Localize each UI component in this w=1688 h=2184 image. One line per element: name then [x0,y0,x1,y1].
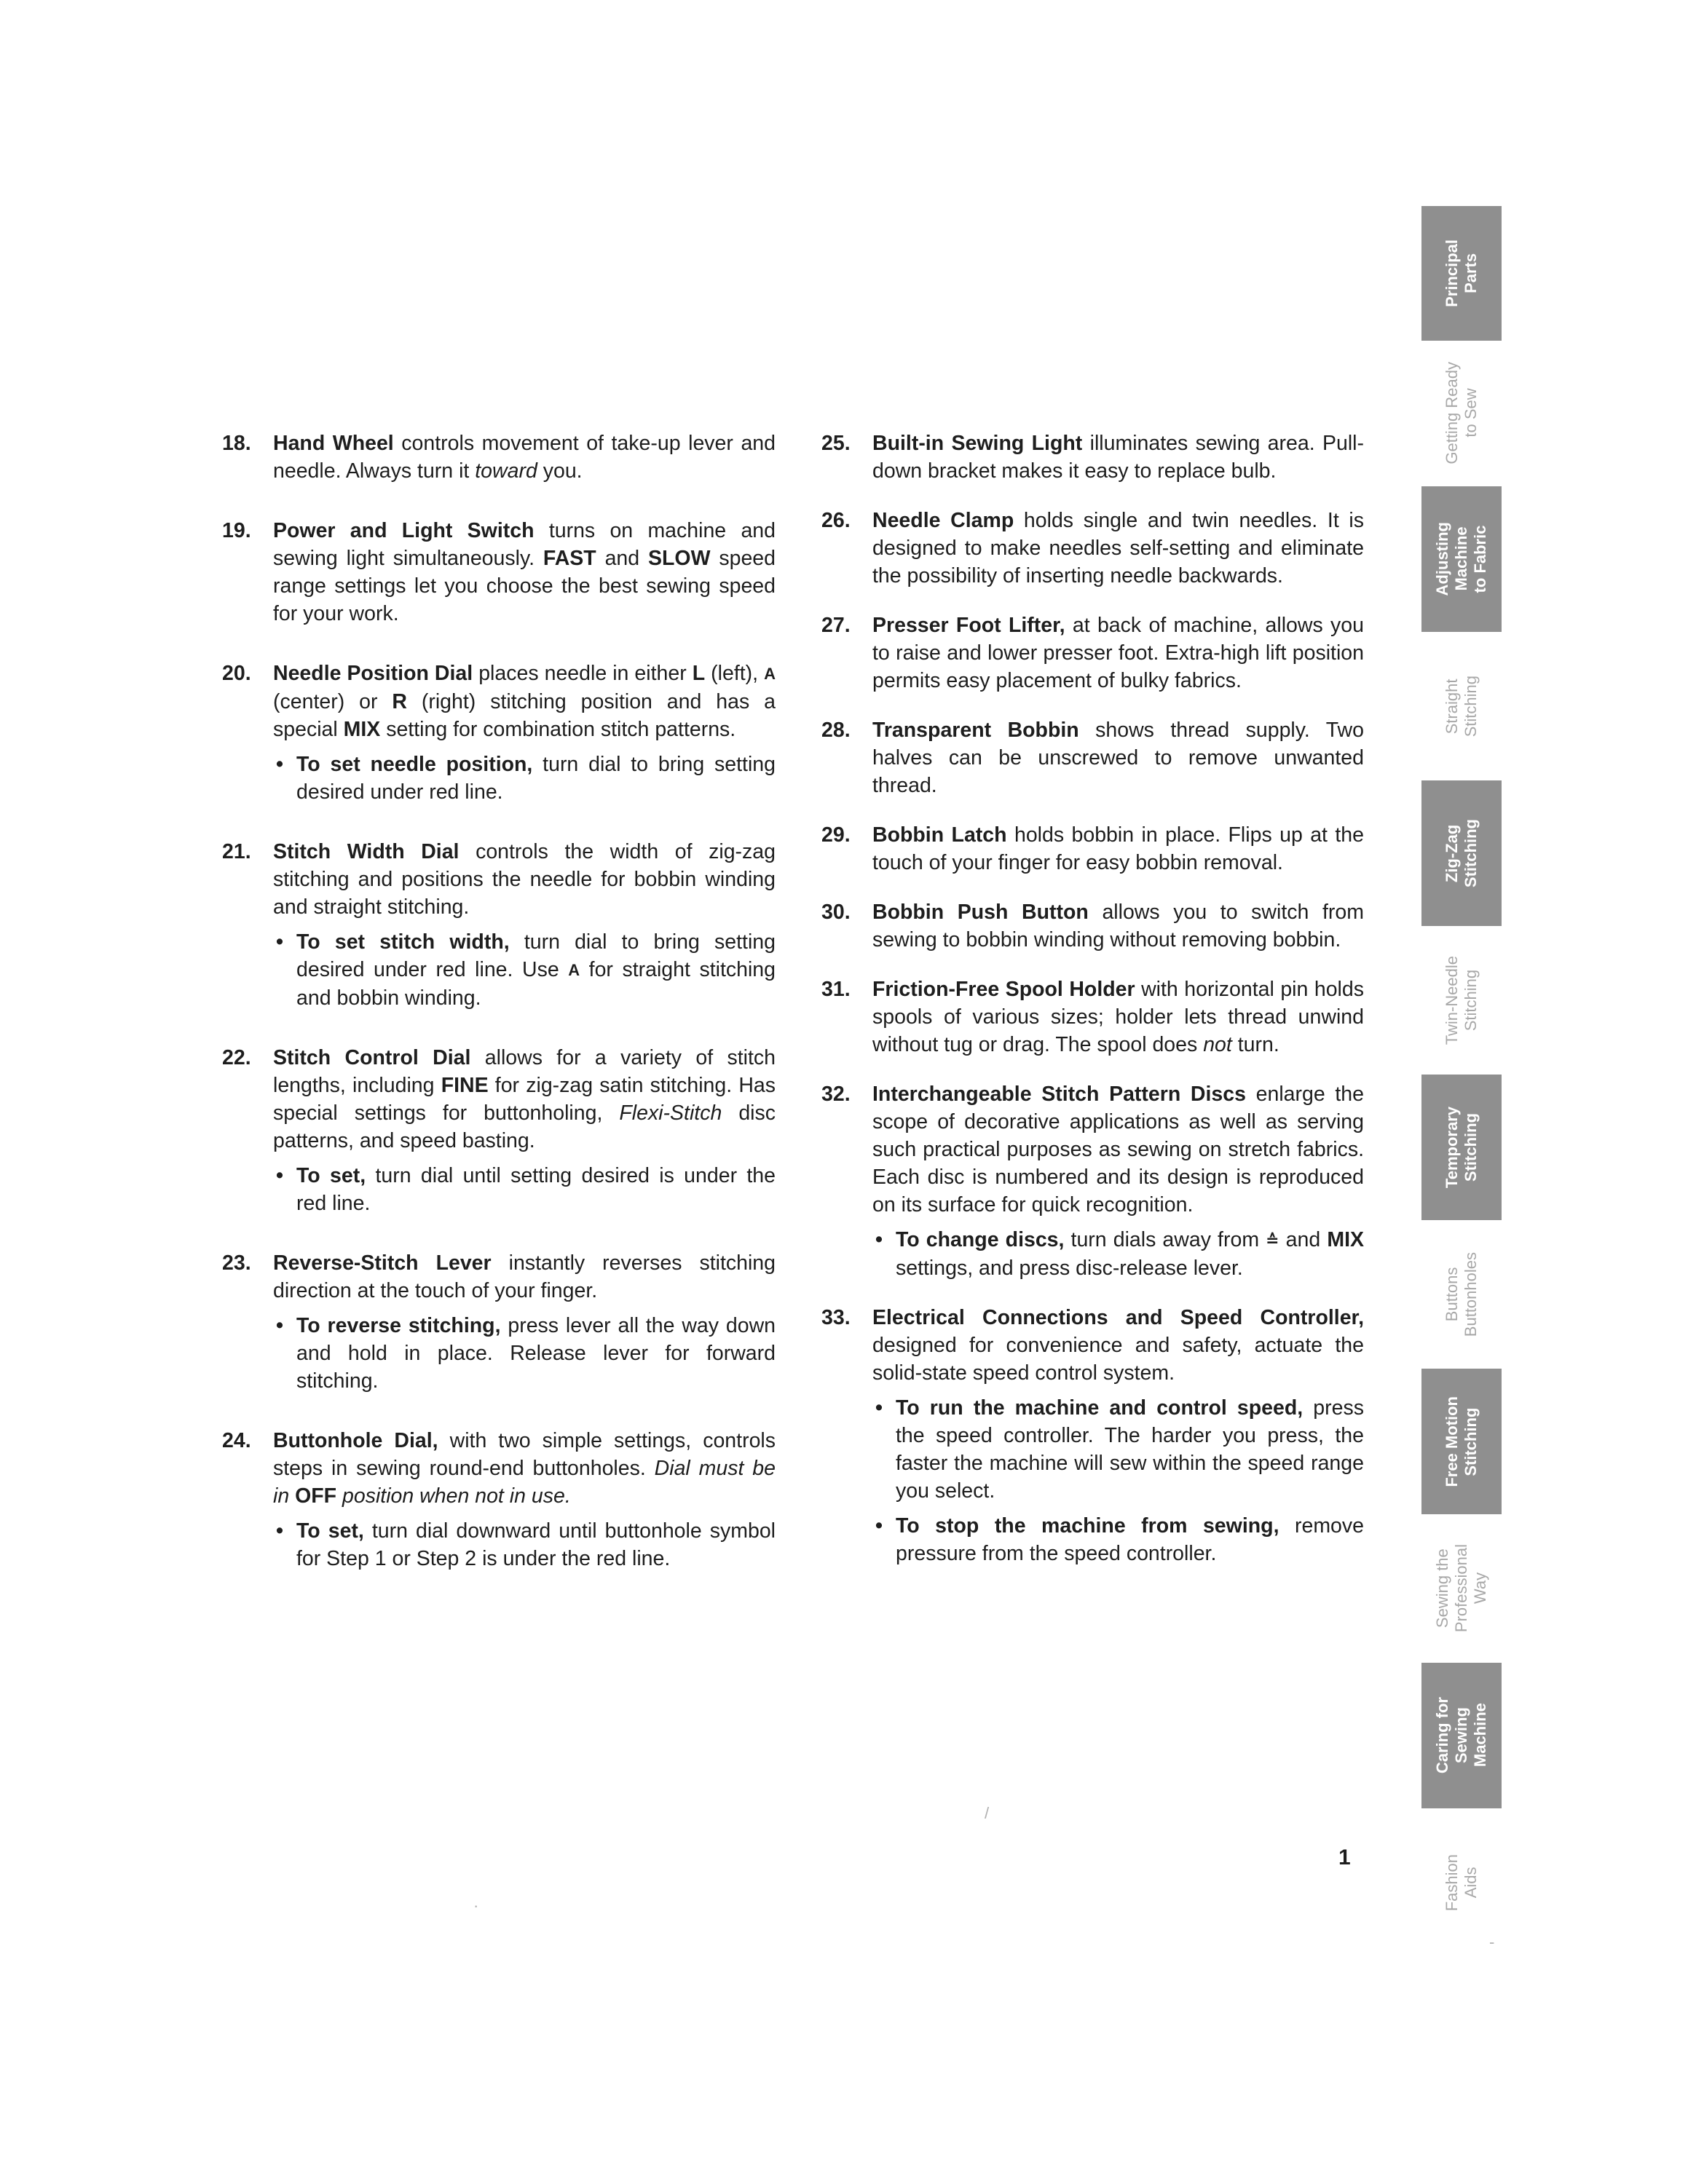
item-29-bobbin-latch [821,821,1364,877]
item-18-hand-wheel [222,430,776,485]
sub-text: turn dial to bring setting desired under red line. Use [296,930,776,981]
item-text: places needle in either [473,662,693,685]
tab-straight-stitching[interactable] [1421,633,1502,779]
sub-term: To change discs, [896,1228,1065,1251]
tab-label: Twin-Needle Stitching [1443,955,1480,1045]
item-28-transparent-bobbin [821,716,1364,799]
tab-label: Getting Ready to Sew [1443,362,1480,464]
item-number: 26. [821,509,851,532]
item-bold: FAST [543,547,596,570]
item-text: holds single and twin needles. It is designed to make needles self-setting and eliminate the possibility of inserting needle backwards. [872,509,1364,587]
item-number: 27. [821,614,851,637]
stray-mark: - [1489,1933,1495,1951]
sub-text: turn dial until setting desired is under the red line. [296,1164,776,1215]
tab-temporary-stitching[interactable] [1421,1075,1502,1220]
item-31-spool-holder [821,976,1364,1059]
item-bold: R [392,690,407,713]
sub-term: To run the machine and control speed, [896,1396,1304,1420]
sub-text: remove pressure from the speed controller. [896,1514,1365,1565]
tab-getting-ready[interactable] [1421,342,1502,484]
item-number: 19. [222,519,251,542]
item-23-reverse-stitch-lever [222,1249,776,1395]
tab-buttons-buttonholes[interactable] [1421,1222,1502,1367]
item-term: Power and Light Switch [273,519,535,542]
item-number: 20. [222,662,251,685]
tab-label: Principal Parts [1443,240,1480,307]
item-bold: FINE [441,1074,489,1097]
item-text: turns on machine and sewing light simultaneously. [273,519,776,570]
item-number: 33. [821,1306,851,1329]
sub-term: To set stitch width, [296,930,510,954]
item-term: Transparent Bobbin [872,719,1079,742]
item-term: Stitch Width Dial [273,840,460,863]
item-number: 25. [821,432,851,455]
item-emphasis: Flexi-Stitch [619,1101,722,1125]
tab-label: Fashion Aids [1443,1853,1480,1912]
item-term: Bobbin Latch [872,823,1007,847]
disc-setting-icon: ≙ [1266,1231,1279,1249]
item-term: Presser Foot Lifter, [872,614,1065,637]
tab-free-motion-stitching[interactable] [1421,1369,1502,1514]
item-26-needle-clamp [821,507,1364,590]
sub-text: settings, and press disc-release lever. [896,1257,1243,1280]
tab-label: Free Motion Stitching [1443,1396,1480,1487]
tab-zig-zag-stitching[interactable] [1421,780,1502,926]
tab-label: Straight Stitching [1443,675,1480,737]
tab-label: Adjusting Machine to Fabric [1433,522,1489,596]
item-term: Buttonhole Dial, [273,1429,438,1452]
item-term: Interchangeable Stitch Pattern Discs [872,1083,1246,1106]
item-emphasis: position when not in use. [336,1484,571,1508]
item-text: with two simple settings, controls steps in sewing round-end buttonholes. [273,1429,776,1480]
item-27-presser-foot-lifter [821,612,1364,695]
item-25-sewing-light [821,430,1364,485]
item-33-electrical-connections [821,1304,1364,1567]
item-bold: MIX [343,718,381,741]
item-text: controls movement of take-up lever and needle. Always turn it [273,432,776,483]
item-30-bobbin-push-button [821,898,1364,954]
item-number: 29. [821,823,851,847]
sub-term: To set, [296,1519,364,1543]
sub-item [273,928,776,1012]
item-text: allows you to switch from sewing to bobbin winding without removing bobbin. [872,901,1364,951]
item-text: allows for a variety of stitch lengths, including [273,1046,776,1097]
item-number: 23. [222,1251,251,1275]
item-text: for zig-zag satin stitching. Has special settings for buttonholing, [273,1074,776,1125]
item-24-buttonhole-dial [222,1427,776,1572]
item-text: at back of machine, allows you to raise and lower presser foot. Extra-high lift position permits easy placement of bulky fabrics. [872,614,1364,692]
item-text: and [596,547,648,570]
item-text: disc patterns, and speed basting. [273,1101,776,1152]
sub-bold: MIX [1327,1228,1364,1251]
item-text: controls the width of zig-zag stitching and positions the needle for bobbin winding and straight stitching. [273,840,776,919]
item-text: (left), [705,662,765,685]
sub-item [273,1162,776,1217]
sub-item [273,751,776,806]
item-number: 24. [222,1429,251,1452]
tab-principal-parts[interactable] [1421,206,1502,341]
item-text: shows thread supply. Two halves can be unscrewed to remove unwanted thread. [872,719,1364,797]
item-number: 31. [821,978,851,1001]
sub-item [273,1312,776,1395]
sub-text: press the speed controller. The harder you press, the faster the machine will sew within the speed range you select. [896,1396,1364,1503]
item-text: with horizontal pin holds spools of various sizes; holder lets thread unwind without tug or drag. The spool does [872,978,1364,1056]
item-bold: SLOW [647,547,711,570]
stray-mark: · [473,1896,479,1915]
item-bold: OFF [295,1484,337,1508]
sub-text: and [1279,1228,1328,1251]
sub-term: To reverse stitching, [296,1314,501,1337]
item-21-stitch-width-dial [222,838,776,1012]
item-term: Electrical Connections and Speed Controller, [872,1306,1364,1329]
item-emphasis: not [1203,1033,1232,1056]
item-term: Needle Clamp [872,509,1014,532]
item-bold: L [692,662,706,685]
tab-label: Sewing the Professional Way [1433,1544,1489,1633]
sub-text: turn dials away from [1064,1228,1266,1251]
item-text: holds bobbin in place. Flips up at the touch of your finger for easy bobbin removal. [872,823,1364,874]
sub-item [872,1226,1364,1282]
tab-caring-for-machine[interactable] [1421,1663,1502,1808]
sub-term: To set needle position, [296,753,533,776]
item-text: (center) or [273,690,393,713]
sub-text: for straight stitching and bobbin winding. [296,958,776,1010]
item-text: (right) stitching position and has a special [273,690,776,741]
sub-item [273,1517,776,1572]
item-number: 30. [821,901,851,924]
center-position-icon: A [764,665,776,683]
item-number: 28. [821,719,851,742]
item-term: Bobbin Push Button [872,901,1089,924]
item-term: Reverse-Stitch Lever [273,1251,492,1275]
sub-item [872,1512,1364,1567]
item-text: setting for combination stitch patterns. [380,718,736,741]
item-text: designed for convenience and safety, actuate the solid-state speed control system. [872,1334,1364,1385]
item-text: turn. [1231,1033,1279,1056]
item-number: 32. [821,1083,851,1106]
item-text: you. [537,459,583,483]
item-20-needle-position-dial [222,660,776,806]
sub-text: turn dial to bring setting desired under red line. [296,753,776,804]
item-emphasis: toward [475,459,537,483]
item-term: Friction-Free Spool Holder [872,978,1135,1001]
item-text: illuminates sewing area. Pull-down bracket makes it easy to replace bulb. [872,432,1364,483]
item-term: Stitch Control Dial [273,1046,471,1069]
left-column [222,430,776,1605]
sub-term: To set, [296,1164,366,1187]
item-emphasis: Dial must be in [273,1457,776,1508]
right-column [821,430,1364,1589]
tab-label: Temporary Stitching [1443,1106,1480,1189]
item-text: enlarge the scope of decorative applications as well as serving such practical purposes as sewing on stretch fabrics. Each disc is numbered and its design is reproduced on its surface for quick recognition. [872,1083,1365,1216]
sub-text: turn dial downward until buttonhole symbol for Step 1 or Step 2 is under the red line. [296,1519,776,1570]
tab-twin-needle-stitching[interactable] [1421,927,1502,1073]
stray-mark: / [985,1804,990,1822]
tab-label: Caring for Sewing Machine [1433,1697,1489,1774]
item-22-stitch-control-dial [222,1044,776,1217]
tab-adjusting-machine[interactable] [1421,486,1502,632]
item-32-pattern-discs [821,1080,1364,1282]
page-number: 1 [1338,1845,1351,1870]
item-19-power-light-switch [222,517,776,628]
sub-term: To stop the machine from sewing, [896,1514,1279,1538]
sub-text: press lever all the way down and hold in place. Release lever for forward stitching. [296,1314,776,1393]
item-term: Built-in Sewing Light [872,432,1083,455]
center-position-icon: A [568,961,580,979]
item-term: Hand Wheel [273,432,394,455]
tab-label: Zig-Zag Stitching [1443,818,1480,888]
item-number: 22. [222,1046,251,1069]
item-number: 21. [222,840,251,863]
tab-sewing-professional-way[interactable] [1421,1516,1502,1661]
item-text: instantly reverses stitching direction at the touch of your finger. [273,1251,776,1302]
item-term: Needle Position Dial [273,662,473,685]
item-number: 18. [222,432,251,455]
item-text: speed range settings let you choose the best sewing speed for your work. [273,547,776,625]
tab-label: Buttons Buttonholes [1443,1251,1480,1337]
sub-item [872,1394,1364,1505]
